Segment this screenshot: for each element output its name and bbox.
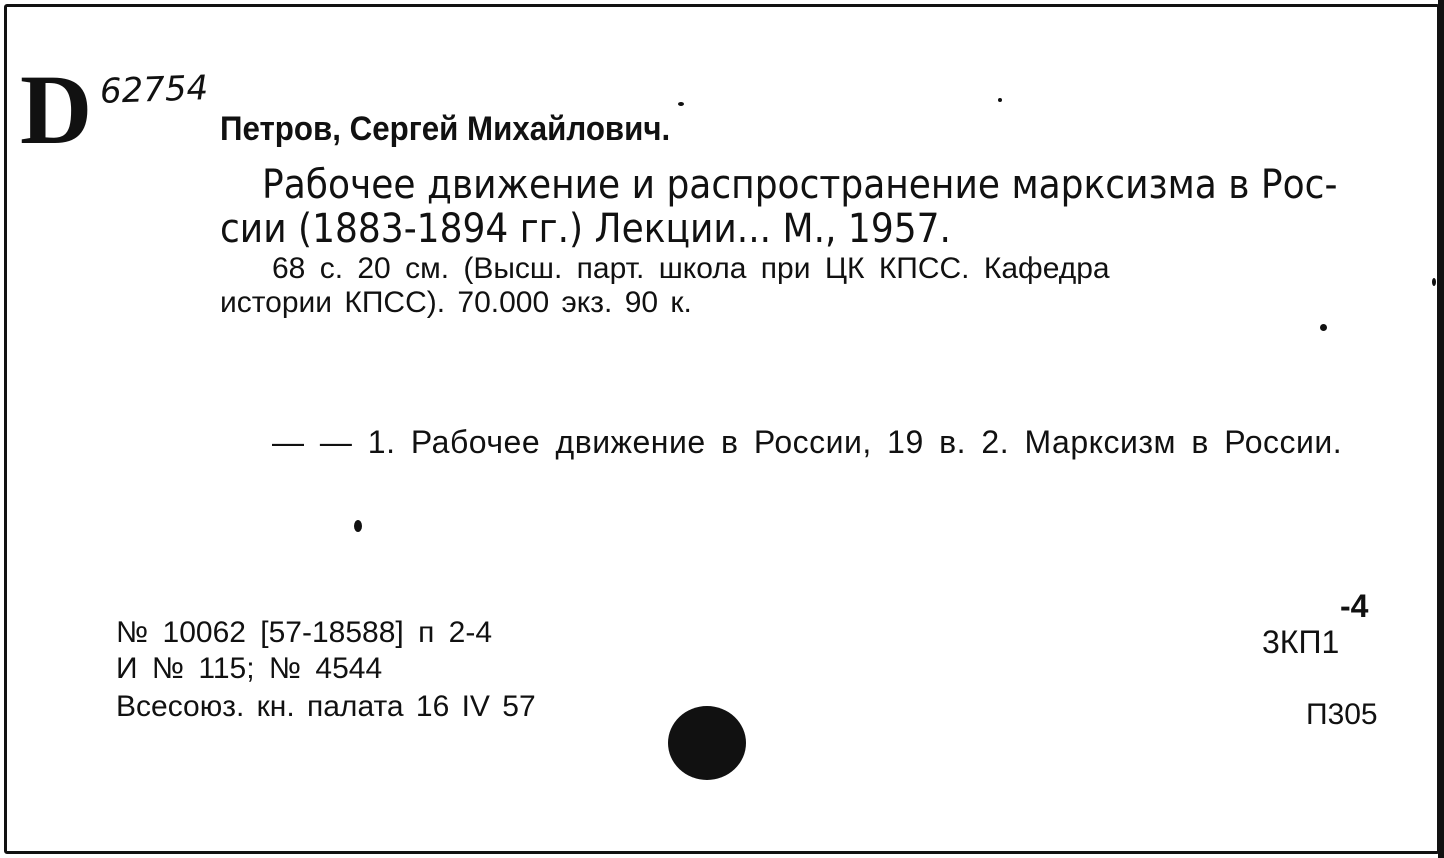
- punch-hole: [668, 706, 746, 780]
- speck: [678, 102, 684, 106]
- title-line-2: сии (1883-1894 гг.) Лекции... М., 1957.: [220, 206, 951, 252]
- catalog-letter: D: [20, 54, 91, 165]
- title-line-1: Рабочее движение и распространение марксизма в Рос-: [262, 162, 1338, 208]
- description-line-1: 68 с. 20 см. (Высш. парт. школа при ЦК КПСС. Кафедра: [272, 252, 1110, 285]
- handwritten-number: 62754: [99, 68, 209, 112]
- shelf-mark-bottom: П305: [1306, 698, 1378, 731]
- shelf-mark-middle: 3КП1: [1262, 624, 1340, 660]
- subject-headings: — — 1. Рабочее движение в России, 19 в. 2. Марксизм в России.: [272, 424, 1343, 460]
- footer-line-3: Всесоюз. кн. палата 16 IV 57: [116, 690, 536, 723]
- footer-line-2: И № 115; № 4544: [116, 652, 383, 685]
- card-edge: [1438, 0, 1444, 858]
- footer-line-1: № 10062 [57-18588] п 2-4: [116, 616, 493, 649]
- description-line-2: истории КПСС). 70.000 экз. 90 к.: [220, 286, 692, 319]
- author-heading: Петров, Сергей Михайлович.: [220, 110, 671, 148]
- shelf-mark-top: -4: [1340, 588, 1369, 624]
- speck: [1432, 278, 1436, 286]
- speck: [354, 520, 362, 532]
- speck: [998, 98, 1002, 102]
- speck: [1320, 324, 1327, 331]
